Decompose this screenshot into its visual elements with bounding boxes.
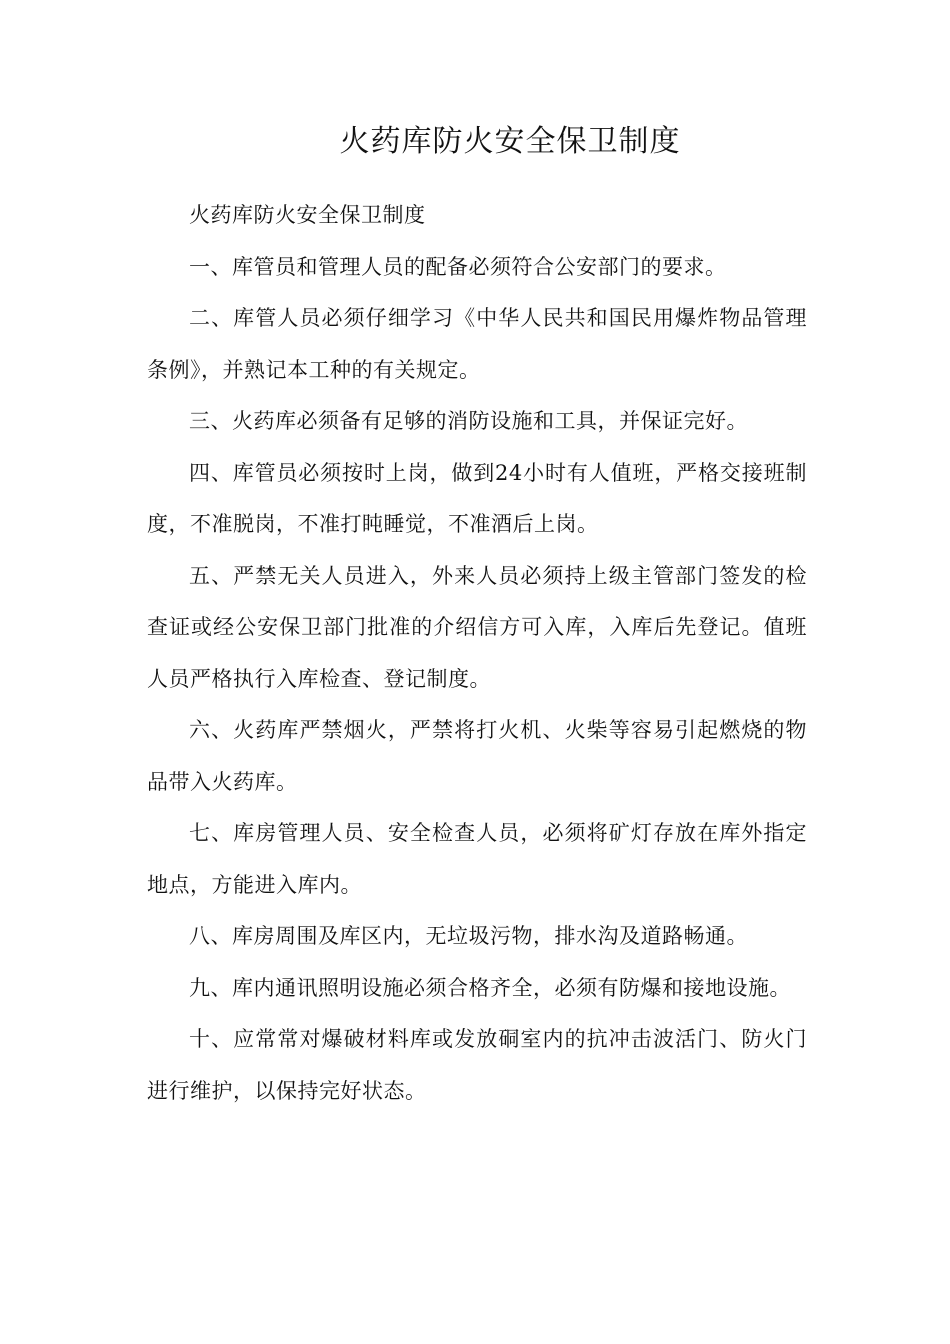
paragraph-rule-10: 十、应常常对爆破材料库或发放硐室内的抗冲击波活门、防火门进行维护，以保持完好状态。 [147,1027,807,1103]
paragraph-rule-7: 七、库房管理人员、安全检查人员，必须将矿灯存放在库外指定地点，方能进入库内。 [147,821,807,897]
paragraph-rule-1: 一、库管员和管理人员的配备必须符合公安部门的要求。 [189,254,727,279]
paragraph-rule-2: 二、库管人员必须仔细学习《中华人民共和国民用爆炸物品管理条例》，并熟记本工种的有关规定。 [147,306,807,382]
document-title: 火药库防火安全保卫制度 [339,124,681,159]
paragraph-rule-6: 六、火药库严禁烟火，严禁将打火机、火柴等容易引起燃烧的物品带入火药库。 [147,718,807,794]
paragraph-subtitle: 火药库防火安全保卫制度 [189,203,426,227]
paragraph-rule-4: 四、库管员必须按时上岗，做到24小时有人值班，严格交接班制度，不准脱岗，不准打盹睡觉，不准酒后上岗。 [147,460,807,536]
paragraph-rule-3: 三、火药库必须备有足够的消防设施和工具，并保证完好。 [189,409,748,433]
document-body [147,190,807,1117]
paragraph-rule-9: 九、库内通讯照明设施必须合格齐全，必须有防爆和接地设施。 [189,975,791,1000]
paragraph-rule-5: 五、严禁无关人员进入，外来人员必须持上级主管部门签发的检查证或经公安保卫部门批准的介绍信方可入库，入库后先登记。值班人员严格执行入库检查、登记制度。 [147,563,807,691]
paragraph-rule-8: 八、库房周围及库区内，无垃圾污物，排水沟及道路畅通。 [189,924,748,948]
